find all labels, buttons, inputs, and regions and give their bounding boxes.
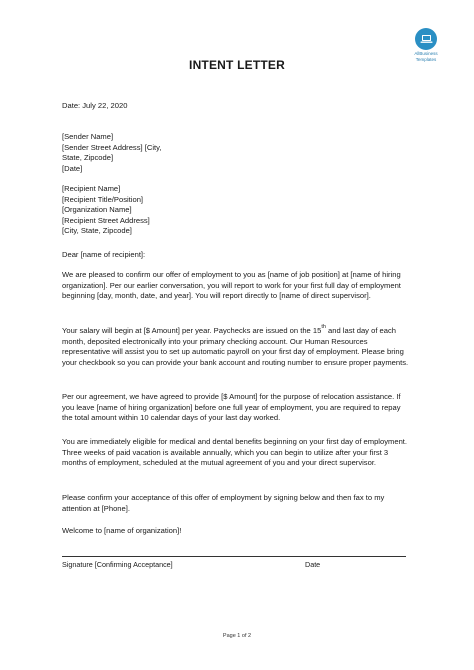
recipient-line: [Recipient Street Address]: [62, 215, 150, 225]
sender-line: [Date]: [62, 163, 83, 173]
signature-line: [62, 556, 406, 557]
page-title: INTENT LETTER: [189, 58, 285, 72]
salary-text-start: Your salary will begin at [$ Amount] per year. Paychecks are issued on the 15: [62, 326, 322, 335]
recipient-line: [City, State, Zipcode]: [62, 226, 132, 235]
sender-line: State, Zipcode]: [62, 153, 114, 162]
date-label: Date: [305, 560, 321, 569]
paragraph-confirm: Please confirm your acceptance of this offer of employment by signing below and then fax to my attention at [Phone].: [62, 493, 385, 513]
sender-block: [62, 132, 161, 174]
logo-line2: Templates: [415, 57, 437, 62]
company-logo: [404, 28, 448, 62]
sender-line: [Sender Name]: [62, 132, 114, 141]
paragraph-position: We are pleased to confirm our offer of employment to you as [name of job position] at [name of hiring organization]. Per our earlier conversation, you will report to work for your first full day of employment beginning [day, month, date, and year]. You will report directly to [name of direct supervisor].: [62, 270, 401, 300]
letter-date: Date: July 22, 2020: [62, 101, 128, 110]
recipient-line: [Recipient Title/Position]: [62, 194, 144, 204]
sender-line: [Sender Street Address] [City,: [62, 142, 162, 152]
salary-text-end: and last day of each month, deposited electronically into your primary checking account. Our Human Resources representative will assist you to set up automatic payroll on your first day of employment. Please bring your checkbook so you can provide your bank account and routing number to ensure proper payments.: [62, 326, 409, 367]
paragraph-benefits: You are immediately eligible for medical and dental benefits beginning on your first day of employment. Three weeks of paid vacation is available annually, which you can begin to utilize after your first 3 months of employment, scheduled at the mutual agreement of you and your direct supervisor.: [62, 437, 408, 467]
salutation: Dear [name of recipient]:: [62, 250, 146, 259]
recipient-line: [Organization Name]: [62, 205, 132, 214]
laptop-icon: [415, 28, 437, 50]
ordinal-suffix: th: [321, 324, 326, 331]
paragraph-salary: [62, 326, 412, 368]
paragraph-welcome: Welcome to [name of organization]!: [62, 526, 182, 535]
recipient-block: [62, 184, 150, 237]
recipient-line: [Recipient Name]: [62, 184, 121, 193]
paragraph-relocation: Per our agreement, we have agreed to provide [$ Amount] for the purpose of relocation assistance. If you leave [name of hiring organization] before one full year of employment, you are required to repay the total amount within 10 calendar days of your last day worked.: [62, 392, 401, 422]
signature-label: Signature [Confirming Acceptance]: [62, 560, 173, 569]
logo-line1: AllBusiness: [414, 51, 438, 56]
page-number: Page 1 of 2: [222, 633, 252, 639]
